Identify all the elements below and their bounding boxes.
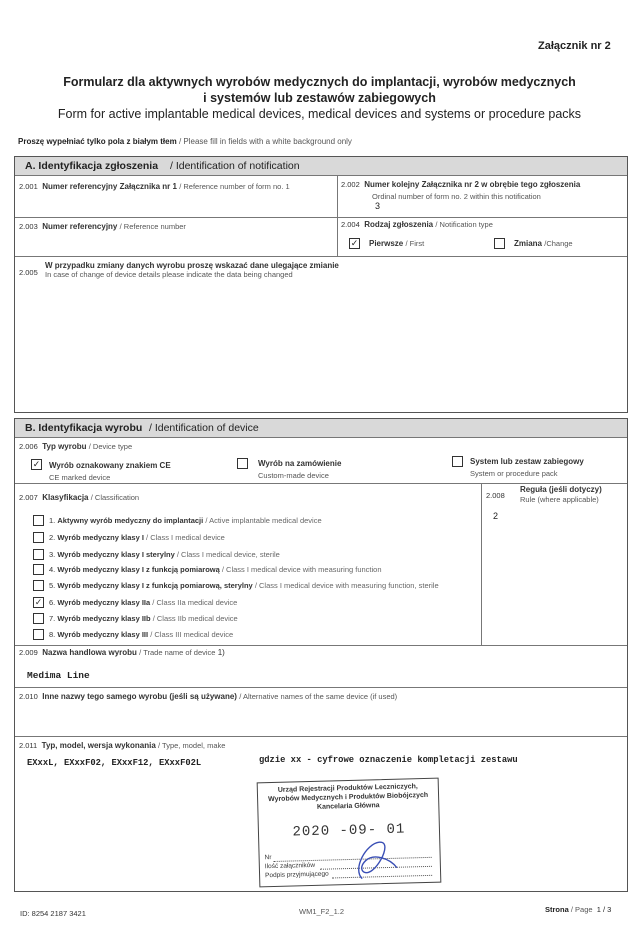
- type-model-value[interactable]: EXxxL, EXxxF02, EXxxF12, EXxxF02L: [27, 758, 202, 768]
- device-type-ce-label-en: CE marked device: [49, 473, 111, 482]
- notification-change-checkbox[interactable]: [494, 238, 505, 249]
- field-2006-label: 2.006 Typ wyrobu / Device type: [19, 442, 133, 451]
- stamp-line2: Wyrobów Medycznych i Produktów Biobójczych: [267, 791, 429, 804]
- field-2005-num: 2.005: [19, 268, 38, 277]
- title-pl-line2: i systemów lub zestawów zabiegowych: [203, 91, 436, 105]
- annex-label: Załącznik nr 2: [538, 40, 611, 52]
- field-2003-label: 2.003 Numer referencyjny / Reference number: [19, 222, 186, 231]
- device-type-custom-label: Wyrób na zamówienie: [258, 459, 342, 468]
- stamp-attachments: Ilość załączników: [264, 861, 316, 871]
- title-pl-line1: Formularz dla aktywnych wyrobów medycznych do implantacji, wyrobów medycznych: [63, 75, 576, 89]
- field-2005-label: W przypadku zmiany danych wyrobu proszę wskazać dane ulegające zmianie: [45, 261, 339, 270]
- section-a-title-en: / Identification of notification: [170, 160, 300, 172]
- section-a-title: A. Identyfikacja zgłoszenia: [25, 160, 159, 172]
- class-checkbox[interactable]: [33, 515, 44, 526]
- notification-change-label: Zmiana /Change: [514, 239, 573, 248]
- trade-name-value[interactable]: Medima Line: [27, 670, 90, 681]
- section-b-header: [15, 419, 627, 438]
- notification-first-label: Pierwsze / First: [369, 239, 425, 248]
- field-2002-label-en: Ordinal number of form no. 2 within this notification: [372, 192, 541, 201]
- field-2008-label-en: Rule (where applicable): [520, 495, 599, 504]
- stamp-signature-label: Podpis przyjmującego: [265, 870, 329, 880]
- field-2008-num: 2.008: [486, 491, 505, 500]
- class-checkbox[interactable]: ✓: [34, 597, 43, 607]
- stamp-line3: Kancelaria Główna: [316, 802, 380, 811]
- class-checkbox[interactable]: [33, 629, 44, 640]
- field-2003-input[interactable]: [19, 235, 329, 253]
- signature-scribble: [341, 838, 402, 884]
- section-a: [14, 156, 628, 413]
- device-type-custom-label-en: Custom-made device: [258, 471, 329, 480]
- field-2008-label: Reguła (jeśli dotyczy): [520, 485, 602, 494]
- device-type-ce-checkbox[interactable]: ✓: [32, 459, 41, 469]
- field-2007-label: 2.007 Klasyfikacja / Classification: [19, 493, 140, 502]
- instruction: [18, 137, 352, 146]
- stamp-nr: Nr: [264, 854, 272, 862]
- field-2009-label: 2.009 Nazwa handlowa wyrobu / Trade name of device 1): [19, 648, 225, 657]
- footer-code: WM1_F2_1.2: [299, 907, 345, 916]
- class-checkbox[interactable]: [33, 532, 44, 543]
- field-2001-label: 2.001 Numer referencyjny Załącznika nr 1 / Reference number of form no. 1: [19, 182, 290, 191]
- footer-page: Strona / Page 1 / 3: [545, 905, 612, 914]
- section-b-title: B. Identyfikacja wyrobu: [25, 422, 143, 434]
- title-en: Form for active implantable medical devices, medical devices and systems or procedure packs: [57, 107, 582, 121]
- class-checkbox[interactable]: [33, 564, 44, 575]
- section-a-header: [15, 157, 627, 176]
- field-2002-value[interactable]: 3: [375, 201, 381, 211]
- section-b: B. Identyfikacja wyrobu / Identification of device 2.006 Typ wyrobu / Device type ✓ Wyrób oznakowany znakiem CE CE marked device Wyrób na zamówienie Custom-made device System lub zestaw zabiegowy System or procedure pack 2.007 Klasyfikacja / Classification 1. Aktywny wyrób medyczny do implantacji / Active implantable medical device 2. Wyrób medyczny klasy I / Class I medical device 3. Wyrób medyczny klasy I sterylny / Class I medical device, sterile 4. Wyrób medyczny klasy I z funkcją pomiarową / Class I medical device with measuring function 5. Wyrób medyczny klasy I z funkcją pomiarową, sterylny / Class I medical device with measuring function, sterile ✓ 6. Wyrób medyczny klasy IIa / Class IIa medical device 7. Wyrób medyczny klasy IIb / Class IIb medical device 8. Wyrób medyczny klasy III / Class III medical device 2.008 Reguła (jeśli dotyczy) Rule (where applicable) 2 2.009 Nazwa handlowa wyrobu / Trade name of device 1) Medima Line 2.010 Inne nazwy tego samego wyrobu (jeśli są używane) / Alternative names of the same device (if used) 2.011 Typ, model, wersja wykonania / Type, model, make EXxxL, EXxxF02, EXxxF12, EXxxF02L gdzie xx - cyfrowe oznaczenie kompletacji zestawu: [14, 418, 628, 892]
- registry-stamp: [257, 778, 442, 888]
- footer-id: ID: 8254 2187 3421: [20, 909, 86, 918]
- field-2002-label: 2.002 Numer kolejny Załącznika nr 2 w obrębie tego zgłoszenia: [341, 180, 581, 189]
- stamp-date: 2020 -09- 01: [292, 821, 406, 841]
- device-type-system-checkbox[interactable]: [452, 456, 463, 467]
- type-model-note: gdzie xx - cyfrowe oznaczenie kompletacji zestawu: [259, 755, 518, 765]
- field-2008-value[interactable]: 2: [493, 511, 499, 521]
- section-b-title-en: / Identification of device: [149, 422, 259, 434]
- field-2010-input[interactable]: [19, 706, 619, 732]
- notification-first-checkbox[interactable]: ✓: [350, 238, 359, 248]
- field-2001-input[interactable]: [19, 195, 329, 213]
- field-2005-input[interactable]: [19, 282, 619, 407]
- instruction-pl: Proszę wypełniać tylko pola z białym tłem: [18, 137, 177, 146]
- field-2011-label: 2.011 Typ, model, wersja wykonania / Type, model, make: [19, 741, 226, 750]
- class-checkbox[interactable]: [33, 580, 44, 591]
- stamp-line1: Urząd Rejestracji Produktów Leczniczych,: [277, 783, 418, 794]
- field-2004-label: 2.004 Rodzaj zgłoszenia / Notification type: [341, 220, 493, 229]
- instruction-en: / Please fill in fields with a white background only: [178, 137, 352, 146]
- field-2005-label-en: In case of change of device details please indicate the data being changed: [45, 270, 293, 279]
- field-2010-label: 2.010 Inne nazwy tego samego wyrobu (jeśli są używane) / Alternative names of the same device (if used): [19, 692, 398, 701]
- device-type-system-label-en: System or procedure pack: [470, 469, 558, 478]
- class-checkbox[interactable]: [33, 549, 44, 560]
- class-checkbox[interactable]: [33, 613, 44, 624]
- device-type-system-label: System lub zestaw zabiegowy: [470, 457, 584, 466]
- device-type-ce-label: Wyrób oznakowany znakiem CE: [49, 461, 171, 470]
- device-type-custom-checkbox[interactable]: [237, 458, 248, 469]
